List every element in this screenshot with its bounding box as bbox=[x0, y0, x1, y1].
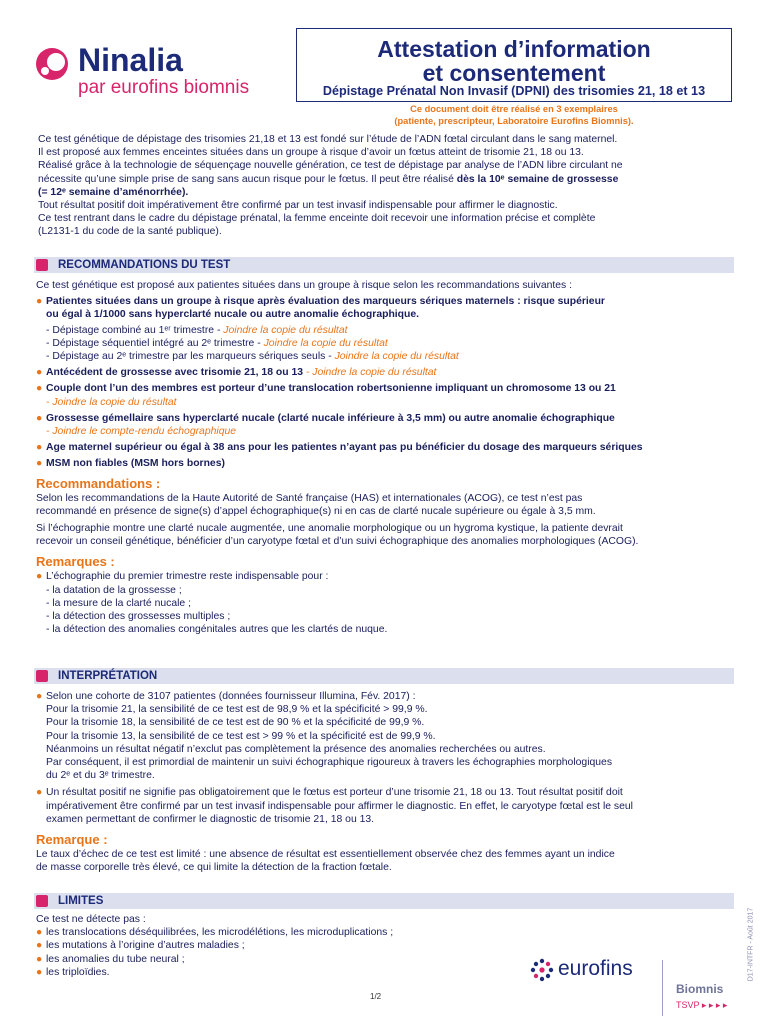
list-item bbox=[36, 295, 736, 321]
intro-line: Ce test rentrant dans le cadre du dépistage prénatal, la femme enceinte doit recevoir une information précise et complète bbox=[38, 213, 596, 225]
sub-item-text: - Dépistage séquentiel intégré au 2ᵉ trimestre - bbox=[46, 337, 264, 349]
sub-item-text: - Dépistage combiné au 1ᵉʳ trimestre - bbox=[46, 324, 224, 336]
section-bullet-icon bbox=[36, 895, 48, 907]
document-reference-text: D17-INTFR - Août 2017 bbox=[747, 907, 755, 982]
recommandations-section bbox=[36, 279, 736, 636]
recommandations-subtitle: Recommandations : bbox=[36, 475, 161, 491]
list-item-text: les anomalies du tube neural ; bbox=[46, 953, 185, 965]
attach-note: Joindre la copie du résultat bbox=[334, 351, 459, 363]
intro-paragraph bbox=[38, 133, 732, 239]
rec-line: recommandé en présence de signe(s) d’appel échographique(s) ni en cas de clarté nucale supérieure ou égale à 3,5 mm. bbox=[36, 505, 596, 517]
list-item bbox=[36, 412, 736, 438]
document-reference bbox=[742, 900, 756, 990]
section-title: RECOMMANDATIONS DU TEST bbox=[58, 259, 231, 271]
list-item bbox=[36, 382, 736, 408]
list-item bbox=[36, 953, 516, 966]
list-item bbox=[36, 441, 736, 454]
interp-line: Pour la trisomie 18, la sensibilité de ce test est de 90 % et la spécificité de 99,9 %. bbox=[46, 717, 425, 729]
ninalia-logo bbox=[34, 42, 294, 110]
list-item-text: Couple dont l’un des membres est porteur d’une translocation robertsonienne impliquant un chromosome 13 ou 21 bbox=[46, 383, 616, 395]
bullet-icon: ● bbox=[36, 571, 43, 583]
interp-line: Pour la trisomie 13, la sensibilité de ce test est > 99 % et la spécificité est de 99,9 %. bbox=[46, 730, 436, 742]
section-header-interpretation bbox=[34, 668, 734, 684]
list-item-text: Patientes situées dans un groupe à risque après évaluation des marqueurs sériques maternels : risque supérieur bbox=[46, 296, 605, 308]
ninalia-logo-icon bbox=[34, 46, 70, 82]
list-item-text: les translocations déséquilibrées, les microdélétions, les microduplications ; bbox=[46, 927, 394, 939]
section-title: INTERPRÉTATION bbox=[58, 670, 158, 682]
sub-item bbox=[36, 324, 736, 337]
intro-line bbox=[38, 173, 732, 186]
list-item bbox=[36, 926, 516, 939]
interp-line: Néanmoins un résultat négatif n’exclut pas complètement la présence des anomalies recherchées ou autres. bbox=[46, 743, 546, 755]
biomnis-label: Biomnis bbox=[676, 982, 724, 996]
copies-note bbox=[296, 104, 732, 127]
intro-line: Tout résultat positif doit impérativement être confirmé par un test invasif indispensable pour affirmer le diagnostic. bbox=[38, 200, 558, 212]
list-item-text: les mutations à l’origine d’autres maladies ; bbox=[46, 940, 245, 952]
limites-section bbox=[36, 913, 516, 979]
eurofins-logo-icon bbox=[530, 958, 554, 982]
page-title-line2: et consentement bbox=[422, 60, 606, 86]
intro-text: nécessite qu’une simple prise de sang sans aucun risque pour le fœtus. Il peut être réalisé bbox=[38, 173, 457, 185]
tsvp-label: TSVP ▸ ▸ ▸ ▸ bbox=[676, 1000, 728, 1010]
list-item-text: Age maternel supérieur ou égal à 38 ans pour les patientes n’ayant pas pu bénéficier du dosage des marqueurs sériques bbox=[46, 442, 643, 454]
list-item bbox=[36, 939, 516, 952]
list-item bbox=[36, 366, 736, 379]
bullet-icon: ● bbox=[36, 940, 43, 952]
remarques-subtitle: Remarques : bbox=[36, 554, 115, 570]
section-bullet-icon bbox=[36, 259, 48, 271]
bullet-icon: ● bbox=[36, 412, 43, 424]
bullet-icon: ● bbox=[36, 927, 43, 939]
bullet-icon: ● bbox=[36, 296, 43, 308]
eurofins-wordmark: eurofins bbox=[558, 957, 633, 980]
list-item bbox=[36, 966, 516, 979]
rec-line: recevoir un conseil génétique, bénéficier d’un caryotype fœtal et d’un suivi échographique des anomalies morphologiques (ACOG). bbox=[36, 536, 639, 548]
list-item bbox=[36, 570, 736, 583]
attach-note: - Joindre le compte-rendu échographique bbox=[46, 426, 237, 438]
attach-note: Joindre la copie du résultat bbox=[223, 324, 348, 336]
section-header-recommandations bbox=[34, 257, 734, 273]
page-title-line1: Attestation d’information bbox=[377, 36, 651, 62]
bullet-icon: ● bbox=[36, 367, 43, 379]
page-subtitle: Dépistage Prénatal Non Invasif (DPNI) des trisomies 21, 18 et 13 bbox=[322, 84, 706, 98]
bullet-icon: ● bbox=[36, 966, 43, 978]
section-header-limites bbox=[34, 893, 734, 909]
interp-line: Un résultat positif ne signifie pas obligatoirement que le fœtus est porteur d’une trisomie 21, 18 ou 13. Tout résultat positif doit bbox=[46, 787, 623, 799]
brand-tagline: par eurofins biomnis bbox=[78, 77, 250, 98]
copies-note-line2: (patiente, prescripteur, Laboratoire Eurofins Biomnis). bbox=[394, 115, 634, 126]
intro-line: Réalisé grâce à la technologie de séquençage nouvelle génération, ce test de dépistage par analyse de l’ADN libre circulant ne bbox=[38, 160, 623, 172]
list-item-text: MSM non fiables (MSM hors bornes) bbox=[46, 458, 225, 470]
section-title: LIMITES bbox=[58, 895, 104, 907]
intro-line: Ce test génétique de dépistage des trisomies 21,18 et 13 est fondé sur l’étude de l’ADN fœtal circulant dans le sang maternel. bbox=[38, 134, 618, 145]
interpretation-section bbox=[36, 690, 736, 874]
remarque-line: de masse corporelle très élevé, ce qui limite la détection de la fraction fœtale. bbox=[36, 862, 392, 874]
sub-item: - la détection des anomalies congénitales autres que les clartés de nuque. bbox=[46, 624, 388, 636]
list-item-text: les triploïdies. bbox=[46, 966, 110, 978]
title-box bbox=[296, 28, 732, 102]
list-item bbox=[36, 786, 736, 826]
reco-lead: Ce test génétique est proposé aux patientes situées dans un groupe à risque selon les recommandations suivantes : bbox=[36, 280, 573, 291]
remarque-line: Le taux d’échec de ce test est limité : une absence de résultat est essentiellement observée chez des femmes ayant un indice bbox=[36, 849, 615, 861]
list-item bbox=[36, 690, 736, 782]
list-item-text: Grossesse gémellaire sans hyperclarté nucale (clarté nucale inférieure à 3,5 mm) ou autre anomalie échographique bbox=[46, 412, 615, 424]
sub-item-text: - Dépistage au 2ᵉ trimestre par les marqueurs sériques seuls - bbox=[46, 351, 335, 363]
interp-line: Selon une cohorte de 3107 patientes (données fournisseur Illumina, Fév. 2017) : bbox=[46, 691, 416, 702]
sub-item: - la datation de la grossesse ; bbox=[46, 584, 182, 596]
section-bullet-icon bbox=[36, 670, 48, 682]
intro-emphasis: dès la 10ᵉ semaine de grossesse bbox=[456, 173, 619, 185]
footer-divider bbox=[662, 960, 663, 1016]
copies-note-line1: Ce document doit être réalisé en 3 exemplaires bbox=[410, 104, 618, 114]
rec-line: Si l’échographie montre une clarté nucale augmentée, une anomalie morphologique ou un hygroma kystique, la patiente devrait bbox=[36, 523, 623, 535]
list-item-text: L’échographie du premier trimestre reste indispensable pour : bbox=[46, 571, 329, 583]
bullet-icon: ● bbox=[36, 953, 43, 965]
sub-item bbox=[36, 337, 736, 350]
list-item-text: Antécédent de grossesse avec trisomie 21, 18 ou 13 bbox=[46, 367, 304, 379]
brand-name: Ninalia bbox=[78, 42, 183, 78]
sub-item: - la mesure de la clarté nucale ; bbox=[46, 597, 191, 609]
bullet-icon: ● bbox=[36, 458, 43, 470]
bullet-icon: ● bbox=[36, 442, 43, 454]
bullet-icon: ● bbox=[36, 787, 43, 799]
bullet-icon: ● bbox=[36, 383, 43, 395]
bullet-icon: ● bbox=[36, 691, 43, 702]
intro-line: (= 12ᵉ semaine d’aménorrhée). bbox=[38, 186, 189, 198]
sub-item: - la détection des grossesses multiples ; bbox=[46, 611, 231, 623]
limites-lead: Ce test ne détecte pas : bbox=[36, 914, 146, 925]
attach-note: - Joindre la copie du résultat bbox=[46, 396, 177, 408]
page-number: 1/2 bbox=[370, 992, 382, 1001]
list-item bbox=[36, 457, 736, 470]
list-item-text: ou égal à 1/1000 sans hyperclarté nucale ou autre anomalie échographique. bbox=[46, 309, 420, 321]
intro-line: Il est proposé aux femmes enceintes situées dans un groupe à risque d’avoir un fœtus atteint de trisomie 21, 18 ou 13. bbox=[38, 147, 584, 159]
intro-line: (L2131-1 du code de la santé publique). bbox=[38, 226, 222, 238]
interp-line: impérativement être confirmé par un test invasif indispensable pour affirmer le diagnostic. En effet, le caryotype fœtal est le seul bbox=[46, 800, 633, 812]
eurofins-logo bbox=[530, 956, 660, 984]
attach-note: - Joindre la copie du résultat bbox=[303, 367, 437, 379]
interp-line: examen permettant de confirmer le diagnostic de trisomie 21, 18 ou 13. bbox=[46, 813, 375, 825]
rec-line: Selon les recommandations de la Haute Autorité de Santé française (HAS) et internationales (ACOG), ce test n’est pas bbox=[36, 492, 583, 504]
interp-line: du 2ᵉ et du 3ᵉ trimestre. bbox=[46, 770, 155, 782]
interp-line: Pour la trisomie 21, la sensibilité de ce test est de 98,9 % et la spécificité > 99,9 %. bbox=[46, 704, 428, 716]
attach-note: Joindre la copie du résultat bbox=[263, 337, 388, 349]
interp-line: Par conséquent, il est primordial de maintenir un suivi échographique rigoureux à travers les échographies morphologiques bbox=[46, 757, 613, 769]
remarque-subtitle: Remarque : bbox=[36, 832, 108, 848]
sub-item bbox=[36, 350, 736, 363]
